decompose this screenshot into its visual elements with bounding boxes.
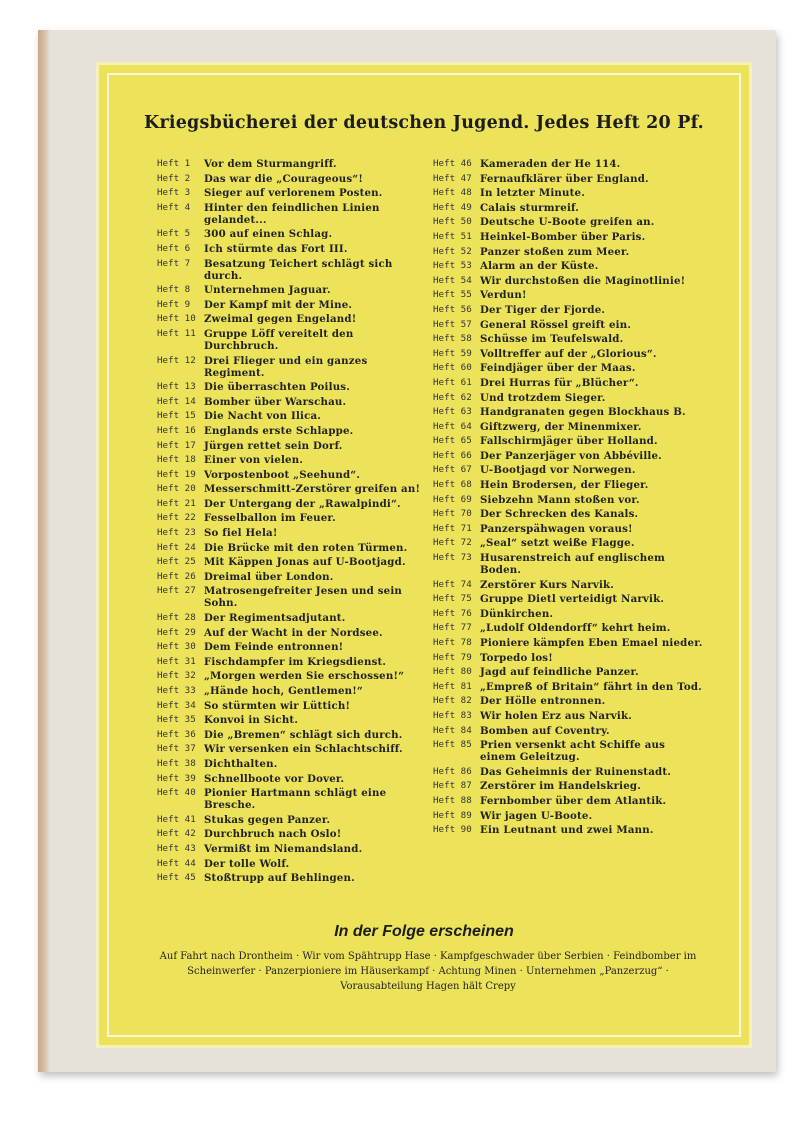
- issue-title: Vorpostenboot „Seehund“.: [204, 468, 361, 481]
- issue-entry: [157, 187, 429, 199]
- issue-number: Heft 31: [157, 655, 196, 667]
- issue-title: Drei Hurras für „Blücher“.: [480, 376, 639, 389]
- issue-title: Die überraschten Poilus.: [204, 381, 350, 394]
- issue-title: Panzerspähwagen voraus!: [480, 522, 633, 535]
- issue-entry: [433, 710, 703, 722]
- issue-number: Heft 74: [433, 578, 472, 590]
- issue-title: Und trotzdem Sieger.: [480, 391, 606, 404]
- issue-title: Der Untergang der „Rawalpindi“.: [204, 497, 401, 510]
- issue-entry: [433, 464, 703, 476]
- issue-title: Der Panzerjäger von Abbéville.: [480, 449, 662, 462]
- issue-number: Heft 81: [433, 680, 472, 692]
- issue-number: Heft 1: [157, 158, 191, 169]
- issue-title: Torpedo los!: [480, 651, 553, 664]
- issue-entry: [157, 556, 429, 568]
- issue-title: Dünkirchen.: [480, 607, 554, 620]
- issue-title: Wir jagen U-Boote.: [480, 809, 593, 822]
- issue-entry: [157, 743, 429, 755]
- issue-entry: [157, 258, 429, 282]
- issue-number: Heft 86: [433, 765, 472, 777]
- issue-title: Hinter den feindlichen Linien gelandet...: [204, 201, 380, 226]
- issue-title: Matrosengefreiter Jesen und sein Sohn.: [204, 585, 403, 610]
- issue-entry: [157, 670, 429, 682]
- issue-number: Heft 24: [157, 541, 196, 553]
- issue-title: So fiel Hela!: [204, 527, 278, 540]
- issue-entry: [433, 608, 703, 620]
- issue-number: Heft 77: [433, 622, 472, 634]
- issue-entry: [157, 758, 429, 770]
- issue-number: Heft 73: [433, 552, 472, 564]
- issue-title: Die Nacht von Ilica.: [204, 410, 322, 423]
- issue-entry: [433, 537, 703, 549]
- issue-number: Heft 27: [157, 585, 196, 597]
- issue-entry: [433, 421, 703, 433]
- issue-title: Zerstörer im Handelskrieg.: [480, 780, 641, 793]
- issue-number: Heft 45: [157, 872, 196, 884]
- issue-title: Fernbomber über dem Atlantik.: [480, 794, 667, 807]
- issue-number: Heft 29: [157, 626, 196, 638]
- issue-number: Heft 69: [433, 493, 472, 505]
- issue-title: Handgranaten gegen Blockhaus B.: [480, 406, 686, 419]
- issue-entry: [433, 508, 703, 520]
- issue-title: Auf der Wacht in der Nordsee.: [204, 626, 383, 639]
- issue-title: Drei Flieger und ein ganzes Regiment.: [204, 354, 368, 379]
- issue-number: Heft 47: [433, 172, 472, 184]
- issue-number: Heft 80: [433, 666, 472, 678]
- issue-entry: [433, 766, 703, 778]
- issue-entry: [157, 627, 429, 639]
- issue-entry: [433, 523, 703, 535]
- issue-title: Volltreffer auf der „Glorious“.: [480, 347, 657, 360]
- issue-entry: [433, 479, 703, 491]
- issue-title: U-Bootjagd vor Norwegen.: [480, 464, 636, 477]
- issue-title: Prien versenkt acht Schiffe aus einem Geleitzug.: [480, 739, 666, 764]
- issue-number: Heft 28: [157, 612, 196, 624]
- issue-number: Heft 39: [157, 772, 196, 784]
- issue-entry: [433, 173, 703, 185]
- issue-number: Heft 23: [157, 527, 196, 539]
- issue-entry: [157, 858, 429, 870]
- issue-title: „Seal“ setzt weiße Flagge.: [480, 537, 635, 550]
- issue-title: Alarm an der Küste.: [480, 260, 599, 273]
- issue-title: Die Brücke mit den roten Türmen.: [204, 541, 408, 554]
- issue-entry: [433, 333, 703, 345]
- issue-number: Heft 89: [433, 809, 472, 821]
- issue-title: Mit Käppen Jonas auf U-Bootjagd.: [204, 556, 406, 569]
- issue-number: Heft 59: [433, 347, 472, 359]
- issue-entry: [433, 695, 703, 707]
- issue-entry: [433, 780, 703, 792]
- issue-title: Durchbruch nach Oslo!: [204, 828, 342, 841]
- issue-entry: [433, 637, 703, 649]
- issue-title: Pionier Hartmann schlägt eine Bresche.: [204, 787, 387, 812]
- issue-entry: [157, 440, 429, 452]
- issue-number: Heft 79: [433, 651, 472, 663]
- issue-number: Heft 75: [433, 593, 472, 605]
- issue-title: Gruppe Löff vereitelt den Durchbruch.: [204, 327, 354, 352]
- issue-number: Heft 9: [157, 298, 191, 310]
- issue-title: Pioniere kämpfen Eben Emael nieder.: [480, 637, 703, 649]
- issue-number: Heft 37: [157, 743, 196, 755]
- issue-title: So stürmten wir Lüttich!: [204, 699, 351, 712]
- issue-entry: [433, 348, 703, 360]
- issue-number: Heft 25: [157, 556, 196, 568]
- issue-title: Zweimal gegen Engeland!: [204, 313, 357, 326]
- issue-number: Heft 55: [433, 289, 472, 301]
- issue-entry: [157, 828, 429, 840]
- issue-title: Messerschmitt-Zerstörer greifen an!: [204, 483, 421, 496]
- issue-title: Kameraden der He 114.: [480, 158, 621, 170]
- issue-title: „Empreß of Britain“ fährt in den Tod.: [480, 680, 702, 693]
- issue-title: Hein Brodersen, der Flieger.: [480, 479, 649, 492]
- issue-entry: [157, 527, 429, 539]
- issue-title: „Hände hoch, Gentlemen!“: [204, 685, 363, 697]
- issue-entry: [157, 313, 429, 325]
- issue-title: Sieger auf verlorenem Posten.: [204, 187, 383, 200]
- issue-number: Heft 62: [433, 391, 472, 403]
- issue-entry: [157, 571, 429, 583]
- issue-title: Deutsche U-Boote greifen an.: [480, 216, 655, 229]
- issue-entry: [157, 787, 429, 811]
- issue-number: Heft 84: [433, 724, 472, 736]
- issue-title: Das Geheimnis der Ruinenstadt.: [480, 765, 671, 778]
- issue-title: Fernaufklärer über England.: [480, 172, 649, 185]
- issue-number: Heft 10: [157, 313, 196, 325]
- issue-title: Panzer stoßen zum Meer.: [480, 245, 630, 258]
- issue-number: Heft 40: [157, 787, 196, 799]
- issue-number: Heft 63: [433, 406, 472, 418]
- issue-entry: [157, 700, 429, 712]
- issue-title: Die „Bremen“ schlägt sich durch.: [204, 728, 403, 741]
- issue-entry: [157, 843, 429, 855]
- issue-entry: [433, 681, 703, 693]
- issue-entry: [433, 824, 703, 836]
- issue-number: Heft 14: [157, 395, 196, 407]
- issue-entry: [433, 362, 703, 374]
- issue-title: Giftzwerg, der Minenmixer.: [480, 420, 642, 433]
- issue-number: Heft 19: [157, 468, 196, 480]
- issue-title: Wir durchstoßen die Maginotlinie!: [480, 274, 686, 287]
- issue-number: Heft 60: [433, 362, 472, 374]
- issue-number: Heft 70: [433, 508, 472, 520]
- issue-entry: [157, 284, 429, 296]
- issue-entry: [157, 454, 429, 466]
- issue-entry: [433, 304, 703, 316]
- issue-entry: [433, 810, 703, 822]
- issue-list-right: [433, 158, 703, 839]
- issue-entry: [433, 392, 703, 404]
- issue-number: Heft 76: [433, 607, 472, 619]
- issue-title: Vermißt im Niemandsland.: [204, 842, 363, 855]
- issue-number: Heft 36: [157, 728, 196, 740]
- issue-entry: [433, 666, 703, 678]
- issue-title: Husarenstreich auf englischem Boden.: [480, 552, 666, 577]
- issue-entry: [433, 275, 703, 287]
- upcoming-titles: Auf Fahrt nach Drontheim · Wir vom Spähtrupp Hase · Kampfgeschwader über Serbien · Feindbomber im Scheinwerfer · Panzerpioniere im Häuserkampf · Achtung Minen · Unternehmen „Panzerzug“ · Vorausabteilung Hagen hält Crepy: [159, 951, 697, 992]
- issue-entry: [433, 406, 703, 418]
- issue-number: Heft 32: [157, 670, 196, 682]
- upcoming-heading: In der Folge erscheinen: [334, 923, 514, 940]
- issue-entry: [433, 246, 703, 258]
- issue-entry: [433, 289, 703, 301]
- issue-number: Heft 64: [433, 420, 472, 432]
- issue-title: Wir holen Erz aus Narvik.: [480, 709, 632, 722]
- issue-entry: [157, 685, 429, 697]
- issue-number: Heft 41: [157, 813, 196, 825]
- issue-title: Das war die „Courageous“!: [204, 172, 364, 185]
- issue-entry: [157, 512, 429, 524]
- issue-title: Verdun!: [480, 289, 527, 302]
- issue-title: General Rössel greift ein.: [480, 318, 632, 331]
- issue-entry: [433, 435, 703, 447]
- issue-title: Der tolle Wolf.: [204, 857, 290, 870]
- issue-number: Heft 26: [157, 570, 196, 582]
- issue-number: Heft 43: [157, 842, 196, 854]
- issue-number: Heft 67: [433, 464, 472, 476]
- issue-entry: [157, 243, 429, 255]
- issue-title: „Ludolf Oldendorff“ kehrt heim.: [480, 622, 671, 635]
- issue-number: Heft 72: [433, 537, 472, 549]
- issue-number: Heft 17: [157, 439, 196, 451]
- issue-entry: [433, 319, 703, 331]
- issue-entry: [157, 158, 429, 170]
- issue-number: Heft 33: [157, 685, 196, 696]
- issue-number: Heft 13: [157, 381, 196, 393]
- issue-entry: [433, 552, 703, 576]
- issue-entry: [157, 469, 429, 481]
- issue-list-left: [157, 158, 429, 887]
- issue-title: Stoßtrupp auf Behlingen.: [204, 872, 355, 885]
- issue-number: Heft 78: [433, 637, 472, 648]
- issue-title: Jürgen rettet sein Dorf.: [204, 439, 343, 452]
- issue-title: Dem Feinde entronnen!: [204, 641, 344, 654]
- issue-number: Heft 49: [433, 201, 472, 213]
- issue-title: Heinkel-Bomber über Paris.: [480, 230, 646, 243]
- issue-title: Stukas gegen Panzer.: [204, 813, 331, 826]
- issue-number: Heft 20: [157, 483, 196, 495]
- issue-title: Zerstörer Kurs Narvik.: [480, 578, 615, 591]
- issue-number: Heft 87: [433, 780, 472, 792]
- issue-entry: [157, 355, 429, 379]
- series-heading: Kriegsbücherei der deutschen Jugend. Jedes Heft 20 Pf.: [144, 113, 704, 133]
- issue-number: Heft 21: [157, 497, 196, 509]
- issue-number: Heft 52: [433, 245, 472, 257]
- issue-number: Heft 42: [157, 828, 196, 840]
- issue-entry: [433, 187, 703, 199]
- issue-entry: [433, 231, 703, 243]
- issue-number: Heft 54: [433, 274, 472, 286]
- issue-entry: [433, 202, 703, 214]
- issue-number: Heft 58: [433, 333, 472, 345]
- issue-entry: [433, 739, 703, 763]
- issue-entry: [157, 612, 429, 624]
- booklet-spine: [38, 30, 50, 1072]
- issue-number: Heft 7: [157, 257, 191, 269]
- issue-title: Fallschirmjäger über Holland.: [480, 435, 658, 448]
- issue-title: Jagd auf feindliche Panzer.: [480, 666, 639, 679]
- issue-title: Schnellboote vor Dover.: [204, 772, 345, 785]
- issue-entry: [433, 725, 703, 737]
- issue-entry: [157, 328, 429, 352]
- issue-entry: [433, 377, 703, 389]
- issue-number: Heft 88: [433, 794, 472, 806]
- issue-title: Siebzehn Mann stoßen vor.: [480, 493, 640, 506]
- issue-title: Dichthalten.: [204, 757, 278, 770]
- issue-number: Heft 12: [157, 354, 196, 366]
- issue-entry: [157, 872, 429, 884]
- issue-title: Wir versenken ein Schlachtschiff.: [204, 743, 403, 756]
- issue-number: Heft 85: [433, 739, 472, 751]
- issue-entry: [157, 396, 429, 408]
- issue-title: Fischdampfer im Kriegsdienst.: [204, 655, 387, 668]
- issue-entry: [157, 425, 429, 437]
- issue-entry: [157, 410, 429, 422]
- issue-title: Bomben auf Coventry.: [480, 724, 610, 737]
- issue-title: Fesselballon im Feuer.: [204, 512, 336, 525]
- issue-number: Heft 51: [433, 230, 472, 242]
- issue-entry: [157, 381, 429, 393]
- issue-title: Ein Leutnant und zwei Mann.: [480, 824, 654, 837]
- issue-title: „Morgen werden Sie erschossen!“: [204, 670, 405, 683]
- issue-number: Heft 83: [433, 709, 472, 721]
- issue-number: Heft 38: [157, 757, 196, 769]
- issue-number: Heft 15: [157, 410, 196, 422]
- issue-title: Ich stürmte das Fort III.: [204, 242, 348, 255]
- issue-number: Heft 16: [157, 424, 196, 436]
- issue-number: Heft 34: [157, 699, 196, 711]
- issue-number: Heft 82: [433, 695, 472, 707]
- issue-title: Einer von vielen.: [204, 454, 304, 467]
- issue-number: Heft 18: [157, 454, 196, 466]
- issue-number: Heft 6: [157, 242, 191, 254]
- issue-title: Englands erste Schlappe.: [204, 424, 354, 437]
- issue-number: Heft 90: [433, 824, 472, 836]
- issue-entry: [433, 260, 703, 272]
- issue-entry: [433, 652, 703, 664]
- issue-title: Dreimal über London.: [204, 570, 334, 583]
- issue-number: Heft 8: [157, 284, 191, 296]
- issue-entry: [157, 202, 429, 226]
- issue-number: Heft 56: [433, 303, 472, 315]
- issue-title: Feindjäger über der Maas.: [480, 362, 636, 375]
- issue-title: Unternehmen Jaguar.: [204, 284, 331, 297]
- issue-entry: [157, 483, 429, 495]
- issue-entry: [433, 579, 703, 591]
- issue-number: Heft 53: [433, 260, 472, 272]
- issue-entry: [157, 814, 429, 826]
- issue-entry: [157, 656, 429, 668]
- issue-number: Heft 11: [157, 327, 196, 339]
- issue-number: Heft 35: [157, 714, 196, 726]
- issue-title: Bomber über Warschau.: [204, 395, 347, 408]
- issue-title: Der Regimentsadjutant.: [204, 612, 346, 625]
- issue-number: Heft 48: [433, 187, 472, 199]
- issue-entry: [157, 498, 429, 510]
- issue-number: Heft 2: [157, 172, 191, 184]
- issue-title: In letzter Minute.: [480, 187, 585, 200]
- issue-number: Heft 3: [157, 187, 191, 199]
- issue-entry: [433, 795, 703, 807]
- issue-title: 300 auf einen Schlag.: [204, 228, 333, 241]
- issue-title: Besatzung Teichert schlägt sich durch.: [204, 257, 393, 282]
- issue-entry: [157, 714, 429, 726]
- issue-title: Gruppe Dietl verteidigt Narvik.: [480, 593, 665, 606]
- issue-entry: [433, 450, 703, 462]
- issue-number: Heft 22: [157, 512, 196, 524]
- issue-entry: [433, 494, 703, 506]
- issue-entry: [157, 542, 429, 554]
- issue-title: Calais sturmreif.: [480, 201, 580, 214]
- issue-title: Der Schrecken des Kanals.: [480, 508, 639, 521]
- issue-entry: [157, 773, 429, 785]
- issue-number: Heft 44: [157, 857, 196, 869]
- issue-entry: [157, 729, 429, 741]
- issue-number: Heft 68: [433, 479, 472, 491]
- issue-entry: [433, 216, 703, 228]
- issue-entry: [433, 158, 703, 170]
- issue-entry: [157, 228, 429, 240]
- issue-number: Heft 57: [433, 318, 472, 330]
- issue-entry: [433, 622, 703, 634]
- issue-title: Der Kampf mit der Mine.: [204, 298, 353, 311]
- issue-title: Schüsse im Teufelswald.: [480, 333, 624, 346]
- booklet-back-cover: [38, 30, 776, 1072]
- issue-number: Heft 66: [433, 449, 472, 461]
- issue-number: Heft 61: [433, 376, 472, 388]
- issue-number: Heft 50: [433, 216, 472, 228]
- issue-title: Konvoi in Sicht.: [204, 714, 299, 727]
- issue-title: Der Hölle entronnen.: [480, 695, 606, 708]
- issue-entry: [157, 299, 429, 311]
- issue-entry: [433, 593, 703, 605]
- issue-number: Heft 65: [433, 435, 472, 447]
- issue-entry: [157, 585, 429, 609]
- issue-number: Heft 71: [433, 522, 472, 534]
- issue-number: Heft 4: [157, 201, 191, 213]
- yellow-title-panel: [96, 62, 752, 1048]
- issue-title: Der Tiger der Fjorde.: [480, 303, 606, 316]
- issue-number: Heft 30: [157, 641, 196, 653]
- issue-entry: [157, 641, 429, 653]
- issue-title: Vor dem Sturmangriff.: [204, 158, 337, 170]
- issue-entry: [157, 173, 429, 185]
- issue-number: Heft 5: [157, 228, 191, 240]
- issue-number: Heft 46: [433, 158, 472, 169]
